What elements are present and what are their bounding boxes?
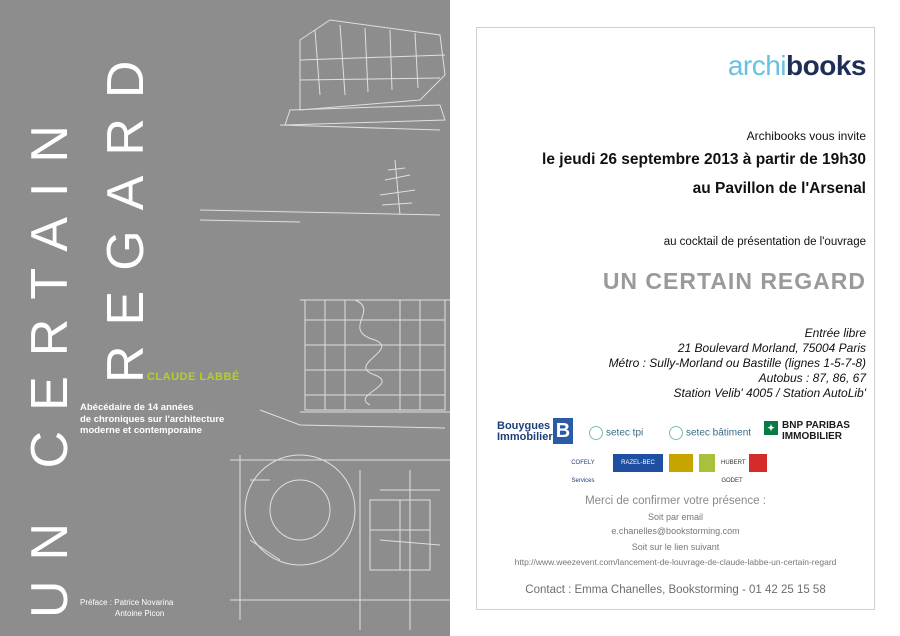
contact-line: Contact : Emma Chanelles, Bookstorming - 01 42 25 15 58 [525, 584, 826, 596]
cover-subtitle-line: Abécédaire de 14 années [80, 402, 194, 413]
invite-intro: Archibooks vous invite [746, 129, 866, 143]
cover-preface [80, 597, 173, 619]
event-place: au Pavillon de l'Arsenal [692, 180, 866, 197]
cover-subtitle-line: moderne et contemporaine [80, 425, 202, 436]
bouygues-logo [497, 421, 553, 443]
setec-icon [669, 426, 683, 440]
sponsor-logo-green [699, 454, 715, 472]
setec-batiment-logo [669, 426, 751, 440]
cover-subtitle [80, 402, 260, 437]
cover-author: CLAUDE LABBÉ [147, 371, 240, 383]
bnp-line2: IMMOBILIER [782, 431, 842, 442]
setec-tpi-logo [589, 426, 643, 440]
book-title: UN CERTAIN REGARD [602, 268, 866, 294]
address-line: 21 Boulevard Morland, 75004 Paris [677, 341, 866, 355]
sponsor-logo-yellow [669, 454, 693, 472]
logo-part1: archi [727, 50, 787, 81]
setec-batiment-label: setec bâtiment [686, 427, 752, 439]
bouygues-mark-icon: B [553, 418, 573, 444]
address-line: Station Velib' 4005 / Station AutoLib' [673, 386, 866, 400]
cover-title-line2: REGARD [97, 40, 155, 383]
archibooks-logo [728, 50, 866, 82]
cover-title-line1: UN CERTAIN [21, 105, 79, 618]
bouygues-line2: Immobilier [497, 431, 553, 443]
preface-line2: Antoine Picon [115, 609, 165, 618]
link-label: Soit sur le lien suivant [631, 542, 720, 552]
razel-bec-logo: RAZEL-BEC [613, 454, 663, 472]
email-label: Soit par email [647, 512, 704, 522]
bnp-star-icon: ✦ [764, 421, 778, 435]
logo-part2: books [786, 50, 866, 81]
invitation-card [476, 27, 875, 610]
cover-subtitle-line: de chroniques sur l'architecture [80, 413, 225, 425]
event-date: le jeudi 26 septembre 2013 à partir de 19h30 [542, 151, 866, 168]
registration-url-link[interactable]: http://www.weezevent.com/lancement-de-louvrage-de-claude-labbe-un-certain-regard [514, 557, 837, 567]
sponsor-logo-red [749, 454, 767, 472]
sponsor-logos [497, 418, 867, 484]
address-line: Entrée libre [804, 326, 866, 340]
setec-tpi-label: setec tpi [606, 427, 644, 439]
bnp-line1: BNP PARIBAS [782, 420, 850, 431]
contact-email-link[interactable]: e.chanelles@bookstorming.com [611, 526, 740, 536]
address-line: Métro : Sully-Morland ou Bastille (lignes 1-5-7-8) [608, 356, 866, 370]
bouygues-line1: Bouygues [497, 420, 551, 432]
cocktail-text: au cocktail de présentation de l'ouvrage [663, 236, 866, 248]
bnp-paribas-logo [767, 420, 850, 442]
setec-icon [589, 426, 603, 440]
hubert-godet-logo: HUBERT GODET [721, 460, 746, 484]
address-line: Autobus : 87, 86, 67 [758, 371, 866, 385]
confirm-text: Merci de confirmer votre présence : [585, 495, 766, 507]
preface-line1: Préface : Patrice Novarina [80, 598, 174, 607]
address-block [609, 326, 866, 401]
cofely-logo: COFELY Services [571, 460, 595, 484]
